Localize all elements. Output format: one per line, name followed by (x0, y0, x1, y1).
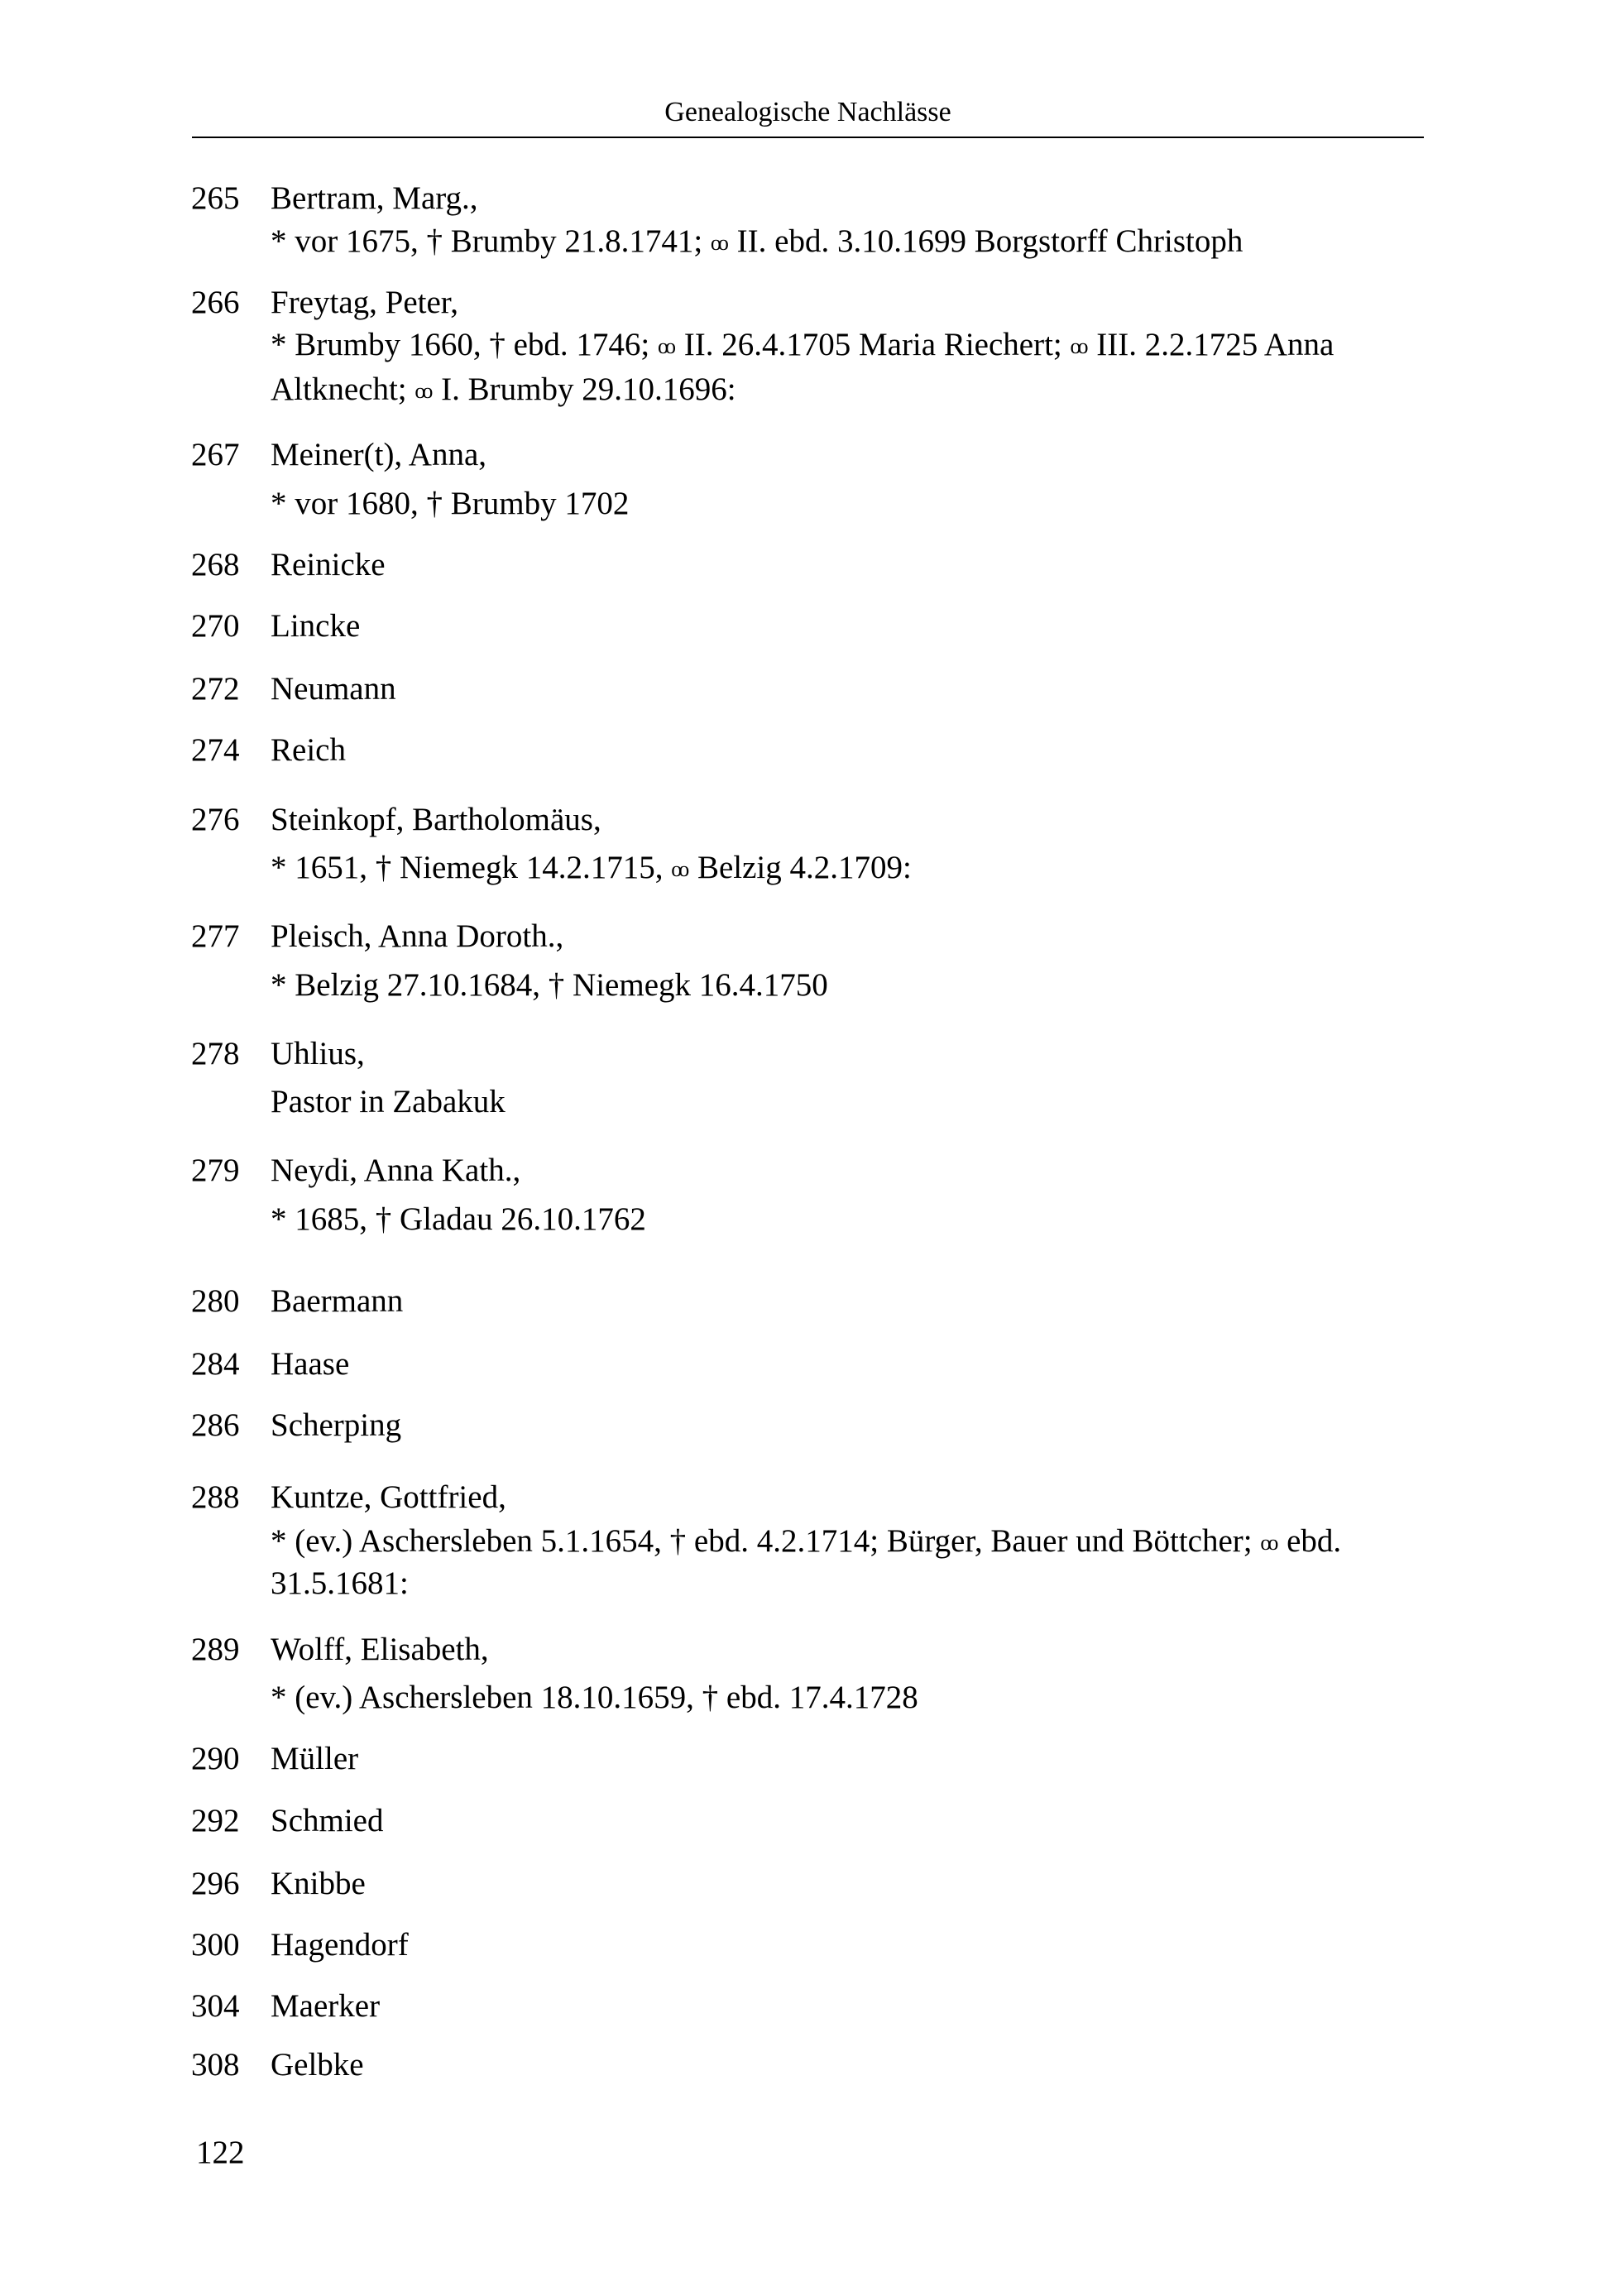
entry-detail: * Brumby 1660, † ebd. 1746; oo II. 26.4.1705 Maria Riechert; oo III. 2.2.1725 Anna (271, 327, 1334, 362)
entry-number: 296 (191, 1866, 240, 1901)
marriage-symbol-icon: oo (710, 231, 726, 255)
entry-number: 284 (191, 1346, 240, 1382)
entry-detail: Altknecht; oo I. Brumby 29.10.1696: (271, 371, 736, 407)
marriage-symbol-icon: oo (1260, 1531, 1276, 1555)
entry-name: Haase (271, 1346, 350, 1382)
entry-name: Reich (271, 732, 346, 768)
entry-number: 274 (191, 732, 240, 768)
entry-name: Uhlius, (271, 1036, 365, 1071)
marriage-symbol-icon: oo (671, 857, 687, 881)
entry-number: 300 (191, 1927, 240, 1963)
entry-detail: * vor 1675, † Brumby 21.8.1741; oo II. ebd. 3.10.1699 Borgstorff Christoph (271, 223, 1243, 259)
entry-name: Lincke (271, 608, 361, 644)
marriage-symbol-icon: oo (657, 334, 673, 358)
entry-number: 292 (191, 1803, 240, 1838)
entry-name: Gelbke (271, 2047, 364, 2083)
entry-name: Kuntze, Gottfried, (271, 1479, 506, 1515)
entry-detail: * (ev.) Aschersleben 18.10.1659, † ebd. 17.4.1728 (271, 1680, 918, 1715)
entry-number: 265 (191, 180, 240, 216)
entry-detail: * vor 1680, † Brumby 1702 (271, 486, 630, 521)
entry-name: Bertram, Marg., (271, 180, 478, 216)
entry-number: 286 (191, 1407, 240, 1443)
entry-number: 272 (191, 671, 240, 707)
entry-name: Steinkopf, Bartholomäus, (271, 802, 601, 837)
entry-number: 266 (191, 285, 240, 320)
entry-number: 278 (191, 1036, 240, 1071)
entry-number: 288 (191, 1479, 240, 1515)
marriage-symbol-icon: oo (1070, 334, 1085, 358)
entry-name: Reinicke (271, 547, 386, 582)
entry-name: Maerker (271, 1988, 381, 2024)
entry-number: 290 (191, 1741, 240, 1776)
entry-number: 267 (191, 437, 240, 472)
entry-name: Neumann (271, 671, 396, 707)
entry-detail: Pastor in Zabakuk (271, 1084, 506, 1119)
entry-name: Schmied (271, 1803, 384, 1838)
page-number: 122 (196, 2135, 245, 2170)
entry-name: Müller (271, 1741, 359, 1776)
entry-number: 280 (191, 1283, 240, 1319)
entry-number: 304 (191, 1988, 240, 2024)
entry-detail: * (ev.) Aschersleben 5.1.1654, † ebd. 4.2.1714; Bürger, Bauer und Böttcher; oo ebd. (271, 1523, 1342, 1559)
entry-name: Hagendorf (271, 1927, 409, 1963)
header-divider (192, 137, 1424, 138)
entry-name: Freytag, Peter, (271, 285, 458, 320)
entry-number: 270 (191, 608, 240, 644)
entry-name: Pleisch, Anna Doroth., (271, 918, 564, 954)
entry-number: 289 (191, 1632, 240, 1667)
entry-name: Knibbe (271, 1866, 366, 1901)
entry-number: 276 (191, 802, 240, 837)
entry-number: 308 (191, 2047, 240, 2083)
entry-name: Wolff, Elisabeth, (271, 1632, 489, 1667)
entry-detail: * 1685, † Gladau 26.10.1762 (271, 1201, 646, 1237)
entry-number: 268 (191, 547, 240, 582)
entry-name: Scherping (271, 1407, 402, 1443)
marriage-symbol-icon: oo (414, 379, 430, 403)
entry-detail: * 1651, † Niemegk 14.2.1715, oo Belzig 4.2.1709: (271, 850, 912, 885)
entry-detail: * Belzig 27.10.1684, † Niemegk 16.4.1750 (271, 967, 828, 1003)
entry-name: Baermann (271, 1283, 404, 1319)
entry-name: Neydi, Anna Kath., (271, 1153, 521, 1188)
running-header: Genealogische Nachlässe (664, 97, 951, 127)
entry-name: Meiner(t), Anna, (271, 437, 487, 472)
entry-number: 277 (191, 918, 240, 954)
entry-detail: 31.5.1681: (271, 1565, 409, 1601)
entry-number: 279 (191, 1153, 240, 1188)
